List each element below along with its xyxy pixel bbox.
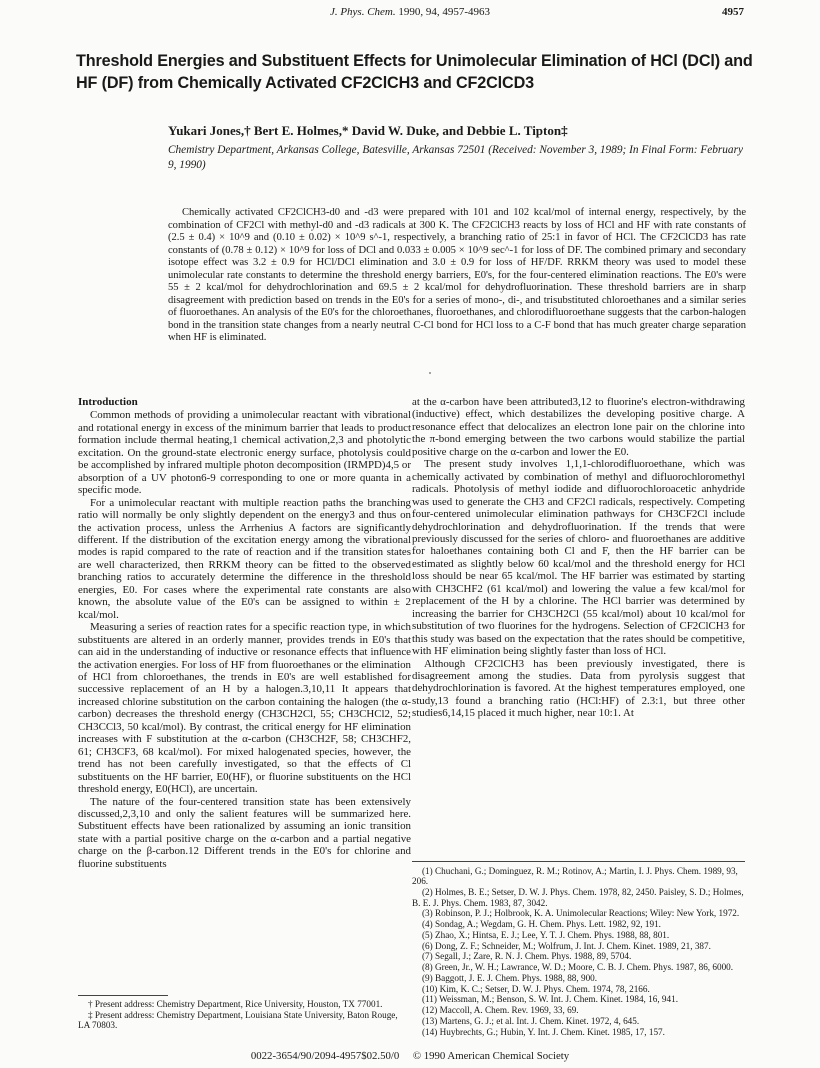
paragraph: Measuring a series of reaction rates for a specific reaction type, in which substituents are altered in an orderly manner, provides trends in E0's that can aid in the understanding of inductive or resonance effects that influence the activation energies. For loss of HF from fluoroethanes or the elimination of HCl from chloroethanes, the trends in E0's are well established for successive replacement of an H by a halogen.3,10,11 It appears that increased chlorine substitution on the carbon containing the halogen (the α-carbon) decreases the threshold energy (CH3CH2Cl, 55; CH3CHCl2, 52; CH3CCl3, 50 kcal/mol). By contrast, the critical energy for HF elimination increases with F substitution at the α-carbon (CH3CH2F, 58; CH3CHF2, 61; CH3CF3, 68 kcal/mol). For mixed halogenated species, however, the trend has not been carefully investigated, so that the effects of Cl substituents on the HF barrier, E0(HF), or fluorine substituents on the HCl threshold energy, E0(HCl), are uncertain. xyxy=(78,621,411,796)
paragraph: The nature of the four-centered transition state has been extensively discussed,2,3,10 and only the salient features will be summarized here. Substituent effects have been rationalized by assuming an ionic transition state with a partial positive charge on the α-carbon and a partial negative charge on the β-carbon.12 Different trends in the E0's for chlorine and fluorine substituents xyxy=(78,795,411,870)
running-head-citation xyxy=(0,6,820,18)
references-rule xyxy=(412,861,745,862)
abstract-text: Chemically activated CF2ClCH3-d0 and -d3 were prepared with 101 and 102 kcal/mol of internal energy, respectively, by the combination of CF2Cl with methyl-d0 and -d3 radicals at 300 K. The CF2ClCH3 reacts by loss of HCl and HF with rate constants of (2.5 ± 0.4) × 10^9 and (0.10 ± 0.02) × 10^9 s^-1, respectively, a branching ratio of 25:1 in favor of HCl. The CF2ClCD3 has rate constants of (0.78 ± 0.12) × 10^9 for loss of DCl and 0.033 ± 0.005 × 10^9 sec^-1 for loss of DF. The combined primary and secondary isotope effect was 3.2 ± 0.9 for HCl/DCl elimination and 3.0 ± 0.9 for loss of HF/DF. RRKM theory was used to model these unimolecular rate constants to determine the threshold energy barriers, E0's, for the four-centered elimination reactions. The E0's were 55 ± 2 kcal/mol for dehydrochlorination and 69.5 ± 2 kcal/mol for dehydrofluorination. These threshold barriers are in sharp disagreement with prediction based on trends in the E0's for a series of mono-, di-, and trisubstituted chloroethanes and a similar series of fluoroethanes. An analysis of the E0's for the chloroethanes, fluoroethanes, and chlorodifluoroethane suggests that the carbon-halogen bond in the transition state changes from a nearly neutral C-Cl bond for HCl loss to a C-F bond that has much greater charge separation when HF is eliminated. xyxy=(168,207,746,343)
journal-name: J. Phys. Chem. xyxy=(329,6,396,18)
abstract xyxy=(168,207,746,345)
section-heading-introduction: Introduction xyxy=(78,396,138,408)
journal-year-volume-pages: 1990, 94, 4957-4963 xyxy=(398,6,491,18)
reference: (1) Chuchani, G.; Dominguez, R. M.; Rotinov, A.; Martin, I. J. Phys. Chem. 1989, 93, 206. xyxy=(412,866,738,887)
reference: (2) Holmes, B. E.; Setser, D. W. J. Phys. Chem. 1978, 82, 2450. Paisley, S. D.; Holmes, B. E. J. Phys. Chem. 1983, 87, 3042. xyxy=(412,887,744,908)
reference: (5) Zhao, X.; Hintsa, E. J.; Lee, Y. T. J. Chem. Phys. 1988, 88, 801. xyxy=(422,929,670,940)
page-number: 4957 xyxy=(722,6,744,18)
paragraph: at the α-carbon have been attributed3,12 to fluorine's electron-withdrawing (inductive) effect, which destabilizes the developing positive charge. A resonance effect that delocalizes an electron lone pair on the chlorine into the π-bond emerging between the two carbons would stabilize the partial positive charge on the α-carbon and lower the E0. xyxy=(412,396,745,458)
reference: (10) Kim, K. C.; Setser, D. W. J. Phys. Chem. 1974, 78, 2166. xyxy=(422,983,650,994)
reference: (3) Robinson, P. J.; Holbrook, K. A. Unimolecular Reactions; Wiley: New York, 1972. xyxy=(422,908,740,919)
article-code: 0022-3654/90/2094-4957$02.50/0 xyxy=(250,1050,400,1062)
paragraph: Common methods of providing a unimolecular reactant with vibrational and rotational energy in excess of the minimum barrier that leads to product formation include thermal heating,1 chemical activation,2,3 and photolytic excitation. On the ground-state electronic energy surface, photolysis could be accomplished by infrared multiple photon decomposition (IRMPD)4,5 or absorption of a UV photon6-9 corresponding to one or more quanta in a specific mode. xyxy=(78,409,411,497)
footnotes xyxy=(78,999,411,1031)
reference: (9) Baggott, J. E. J. Chem. Phys. 1988, 88, 900. xyxy=(422,972,598,983)
reference: (13) Martens, G. J.; et al. Int. J. Chem. Kinet. 1972, 4, 645. xyxy=(422,1015,640,1026)
reference: (14) Huybrechts, G.; Hubin, Y. Int. J. Chem. Kinet. 1985, 17, 157. xyxy=(422,1026,665,1037)
footnote: † Present address: Chemistry Department, Rice University, Houston, TX 77001. xyxy=(88,999,383,1009)
author-list: Yukari Jones,† Bert E. Holmes,* David W. Duke, and Debbie L. Tipton‡ xyxy=(168,123,568,138)
page-footer xyxy=(0,1050,820,1062)
stray-dot xyxy=(429,372,431,374)
column-right xyxy=(412,396,745,720)
reference: (11) Weissman, M.; Benson, S. W. Int. J. Chem. Kinet. 1984, 16, 941. xyxy=(422,994,678,1005)
footnote-rule xyxy=(78,995,168,996)
paragraph: Although CF2ClCH3 has been previously investigated, there is disagreement among the studies. Data from pyrolysis suggest that dehydrochlorination is favored. At the highest temperatures employed, one study,13 found a branching ratio (HCl:HF) of 2.3:1, but three other studies6,14,15 placed it much higher, near 10:1. At xyxy=(412,657,745,720)
paragraph: For a unimolecular reactant with multiple reaction paths the branching ratio will normally be only slightly dependent on the energy3 and thus on the activation process, unless the Arrhenius A factors are significantly different. If the distribution of the excitation energy among the vibrational modes is rapid compared to the rate of reaction and if the transition states are well characterized, then RRKM theory can be fitted to the observed branching ratios to accurately determine the difference in the threshold energies, E0. For cases where the experimental rate constants are also known, the absolute value of the E0's can be assigned to within ± 2 kcal/mol. xyxy=(78,496,411,621)
reference: (8) Green, Jr., W. H.; Lawrance, W. D.; Moore, C. B. J. Chem. Phys. 1987, 86, 6000. xyxy=(422,962,734,973)
running-head xyxy=(0,6,820,22)
article-title: Threshold Energies and Substituent Effects for Unimolecular Elimination of HCl (DCl) and HF (DF) from Chemically Activated CF2ClCH3 and CF2ClCD3 xyxy=(76,52,753,92)
reference: (7) Segall, J.; Zare, R. N. J. Chem. Phys. 1988, 89, 5704. xyxy=(422,951,632,962)
column-left xyxy=(78,396,411,870)
reference: (4) Sondag, A.; Wegdam, G. H. Chem. Phys. Lett. 1982, 92, 191. xyxy=(422,919,661,930)
reference: (6) Dong, Z. F.; Schneider, M.; Wolfrum, J. Int. J. Chem. Kinet. 1989, 21, 387. xyxy=(422,940,711,951)
reference-list xyxy=(412,866,745,1037)
copyright: © 1990 American Chemical Society xyxy=(412,1050,570,1062)
reference: (12) Maccoll, A. Chem. Rev. 1969, 33, 69. xyxy=(422,1005,579,1016)
footnote: ‡ Present address: Chemistry Department, Louisiana State University, Baton Rouge, LA 70803. xyxy=(78,1009,398,1031)
paragraph: The present study involves 1,1,1-chlorodifluoroethane, which was chemically activated by combination of methyl and difluorochloromethyl radicals. Photolysis of methyl iodide and difluorochloroacetic anhydride was used to generate the CH3 and CF2Cl radicals, respectively. Competing four-centered unimolecular elimination pathways for CH3CF2Cl include dehydrochlorination and dehydrofluorination. If the trends that were previously discussed for the series of chloro- and fluoroethanes are additive for haloethanes containing both Cl and F, then the HF barrier can be estimated as slightly below 60 kcal/mol and the threshold energy for HCl loss should be near 65 kcal/mol. The HF barrier was estimated by starting with CH3CHF2 (61 kcal/mol) and lowering the value a few kcal/mol for replacement of the H by a chlorine. The HCl barrier was determined by increasing the barrier for CH3CH2Cl (55 kcal/mol) about 10 kcal/mol for substitution of two fluorines for the hydrogens. Selection of CF2ClCH3 for this study was based on the expectation that the rates should be competitive, with HF elimination being slightly faster than loss of HCl. xyxy=(412,458,745,658)
affiliation: Chemistry Department, Arkansas College, Batesville, Arkansas 72501 (Received: November 3, 1989; In Final Form: February 9, 1990) xyxy=(168,144,743,171)
